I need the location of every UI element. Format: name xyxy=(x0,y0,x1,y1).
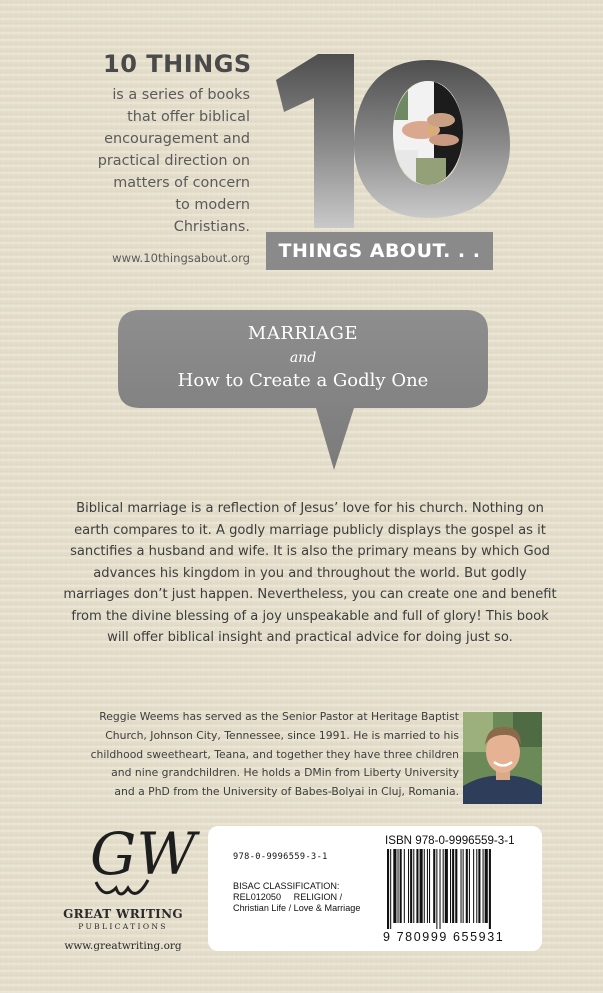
barcode-bar xyxy=(410,849,412,923)
barcode-bar xyxy=(390,849,391,929)
barcode-bar xyxy=(404,849,405,923)
big-ten-graphic xyxy=(256,50,516,235)
barcode-bar xyxy=(393,849,396,923)
barcode-bar xyxy=(424,849,425,923)
barcode-bar xyxy=(483,849,484,923)
barcode-bar xyxy=(466,849,468,923)
author-bio: Reggie Weems has served as the Senior Pastor at Heritage Baptist Church, Johnson City, Tennessee, since 1991. He is married to his childhood sweetheart, Teana, and together they have three children and nine grandchildren. He holds a DMin from Liberty University and a PhD from the University of Babes-Bolyai in Cluj, Romania. xyxy=(90,710,459,799)
series-url: www.10thingsabout.org xyxy=(112,251,250,265)
barcode-bar xyxy=(433,849,435,923)
barcode-bar xyxy=(436,849,437,929)
barcode-bar xyxy=(416,849,418,923)
barcode-bars xyxy=(383,849,531,929)
publisher-logo xyxy=(84,820,196,904)
barcode-digits: 9 780999 655931 xyxy=(383,930,505,944)
barcode-bar xyxy=(408,849,409,923)
barcode-bar xyxy=(455,849,457,923)
things-about-banner: THINGS ABOUT. . . xyxy=(266,232,493,270)
book-title-line2: and xyxy=(289,350,317,366)
barcode-bar xyxy=(445,849,448,923)
barcode-bar xyxy=(443,849,444,923)
logo-letter-g: GW xyxy=(90,820,196,888)
barcode-bar xyxy=(420,849,423,923)
barcode-bar xyxy=(478,849,480,923)
publisher-subtitle: PUBLICATIONS xyxy=(78,922,168,931)
barcode-bar xyxy=(463,849,464,923)
series-description: is a series of books that offer biblical encouragement and practical direction on matters of concern to modern Christians. xyxy=(97,87,250,235)
publisher-name: GREAT WRITING xyxy=(63,907,183,921)
book-title-line1: MARRIAGE xyxy=(247,323,359,344)
ten-digit-one xyxy=(276,54,354,228)
barcode-bar xyxy=(485,849,488,923)
author-photo xyxy=(463,712,542,804)
series-title: 10 THINGS xyxy=(103,50,252,78)
barcode-bar xyxy=(452,849,454,923)
bisac-heading: BISAC CLASSIFICATION: xyxy=(233,881,340,891)
bisac-code: REL012050 RELIGION / xyxy=(233,892,343,902)
barcode-bar xyxy=(440,849,441,929)
barcode-bar xyxy=(489,849,491,929)
publisher-url: www.greatwriting.org xyxy=(64,940,182,952)
barcode-bar xyxy=(476,849,477,923)
book-description: Biblical marriage is a reflection of Jesus’ love for his church. Nothing on earth compares to it. A godly marriage publicly displays the gospel as it sanctifies a husband and wife. It is also the primary means by which God advances his kingdom in you and throughout the world. But godly marriages don’t just happen. Nevertheless, you can create one and benefit from the divine blessing of a joy unspeakable and full of glory! This book will offer biblical insight and practical advice for doing just so. xyxy=(63,501,557,645)
bisac-category: Christian Life / Love & Marriage xyxy=(233,903,361,913)
barcode-bar xyxy=(429,849,430,923)
barcode-bar xyxy=(413,849,414,923)
barcode-bar xyxy=(427,849,428,923)
barcode-bar xyxy=(400,849,402,923)
barcode-bar xyxy=(387,849,389,929)
isbn-label: ISBN 978-0-9996559-3-1 xyxy=(385,834,515,847)
barcode-bar xyxy=(461,849,462,923)
barcode-bar xyxy=(450,849,451,923)
barcode-bar xyxy=(473,849,474,923)
barcode-bar xyxy=(398,849,399,923)
barcode-bar xyxy=(469,849,470,923)
book-title-line3: How to Create a Godly One xyxy=(177,370,429,391)
isbn-number: 978-0-9996559-3-1 xyxy=(233,852,328,862)
